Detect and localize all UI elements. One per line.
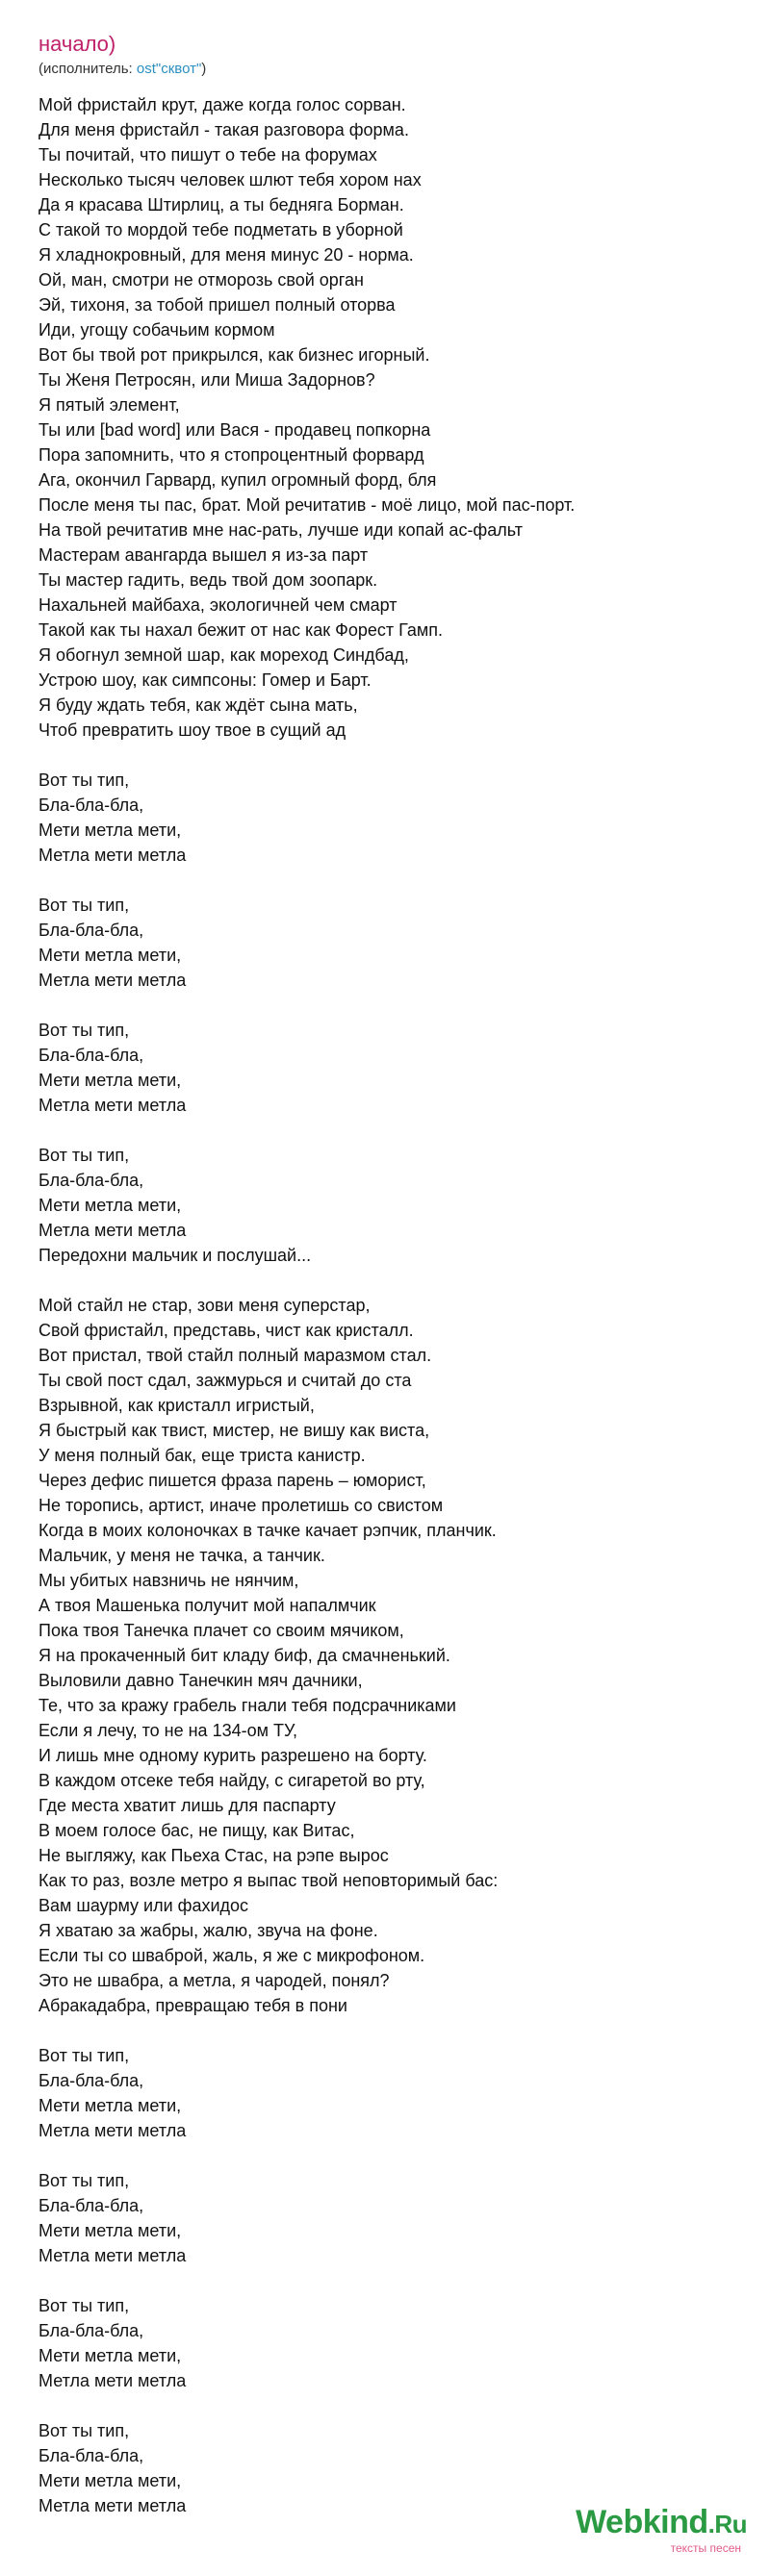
lyric-line: Иди, угощу собачьим кормом	[38, 320, 275, 340]
lyric-line: Выловили давно Танечкин мяч дачники,	[38, 1671, 363, 1690]
logo-brand: Webkind	[576, 2504, 708, 2540]
lyric-line: Такой как ты нахал бежит от нас как Форест Гамп.	[38, 620, 444, 640]
lyric-line: Пока твоя Танечка плачет со своим мячиком,	[38, 1621, 404, 1640]
lyric-line: Бла-бла-бла,	[38, 2321, 144, 2340]
logo-tld: .Ru	[707, 2510, 747, 2538]
lyric-line: Вот ты тип,	[38, 2171, 130, 2190]
lyric-line: Вот бы твой рот прикрылся, как бизнес игорный.	[38, 345, 430, 365]
song-header	[38, 31, 732, 79]
lyric-line: Ты мастер гадить, ведь твой дом зоопарк.	[38, 570, 378, 590]
lyric-line: Мастерам авангарда вышел я из-за парт	[38, 545, 369, 565]
lyric-line: В моем голосе бас, не пищу, как Витас,	[38, 1821, 355, 1840]
lyrics-stanza	[38, 893, 732, 993]
lyric-line: Через дефис пишется фраза парень – юморист,	[38, 1471, 426, 1490]
lyric-line: А твоя Машенька получит мой напалмчик	[38, 1596, 376, 1615]
lyric-line: Для меня фристайл - такая разговора форма.	[38, 120, 409, 139]
song-title: начало)	[38, 32, 116, 56]
lyric-line: Ага, окончил Гарвард, купил огромный форд, бля	[38, 470, 437, 490]
lyric-line: Мети метла мети,	[38, 1071, 182, 1090]
lyric-line: Метла мети метла	[38, 971, 187, 990]
lyric-line: И лишь мне одному курить разрешено на борту.	[38, 1746, 427, 1765]
lyric-line: Да я красава Штирлиц, а ты бедняга Борман.	[38, 195, 404, 215]
lyric-line: Бла-бла-бла,	[38, 2196, 144, 2215]
lyric-line: Метла мети метла	[38, 2246, 187, 2265]
lyric-line: Метла мети метла	[38, 2496, 187, 2515]
lyric-line: Чтоб превратить шоу твое в сущий ад	[38, 720, 346, 740]
lyric-line: Когда в моих колоночках в тачке качает рэпчик, планчик.	[38, 1521, 497, 1540]
lyric-line: Я быстрый как твист, мистер, не вишу как виста,	[38, 1421, 430, 1440]
lyric-line: Ты свой пост сдал, зажмурься и считай до ста	[38, 1371, 412, 1390]
lyric-line: Мети метла мети,	[38, 2221, 182, 2240]
lyric-line: Это не швабра, а метла, я чародей, понял?	[38, 1971, 390, 1990]
lyric-line: Метла мети метла	[38, 1096, 187, 1115]
lyric-line: Вот ты тип,	[38, 1146, 130, 1165]
lyric-line: Мети метла мети,	[38, 2096, 182, 2115]
lyric-line: Ой, ман, смотри не отморозь свой орган	[38, 270, 364, 290]
lyric-line: Мети метла мети,	[38, 1196, 182, 1215]
lyric-line: Вот пристал, твой стайл полный маразмом стал.	[38, 1346, 432, 1365]
lyrics-stanza	[38, 2168, 732, 2268]
lyric-line: Я буду ждать тебя, как ждёт сына мать,	[38, 695, 358, 715]
lyric-line: Вот ты тип,	[38, 2296, 130, 2315]
lyrics-stanza	[38, 2293, 732, 2393]
lyric-line: Я хватаю за жабры, жалю, звуча на фоне.	[38, 1921, 378, 1940]
site-logo[interactable]	[564, 2503, 747, 2561]
lyric-line: Эй, тихоня, за тобой пришел полный оторва	[38, 295, 396, 315]
lyrics-stanza	[38, 1143, 732, 1268]
lyric-line: Не выгляжу, как Пьеха Стас, на рэпе вырос	[38, 1846, 389, 1865]
lyric-line: Мы убитых навзничь не нянчим,	[38, 1571, 299, 1590]
lyrics-stanza	[38, 768, 732, 868]
lyric-line: Мети метла мети,	[38, 821, 182, 840]
lyric-line: Мети метла мети,	[38, 946, 182, 965]
lyric-line: Мальчик, у меня не тачка, а танчик.	[38, 1546, 325, 1565]
lyric-line: Бла-бла-бла,	[38, 2446, 144, 2465]
lyric-line: Бла-бла-бла,	[38, 796, 144, 815]
lyric-line: С такой то мордой тебе подметать в уборной	[38, 220, 403, 240]
logo-wordmark	[564, 2503, 747, 2543]
lyric-line: Мой стайл не стар, зови меня суперстар,	[38, 1296, 371, 1315]
artist-line	[38, 60, 732, 79]
lyric-line: Вот ты тип,	[38, 2046, 130, 2065]
lyric-line: Не торопись, артист, иначе пролетишь со свистом	[38, 1496, 444, 1515]
lyric-line: Пора запомнить, что я стопроцентный форвард	[38, 445, 424, 465]
lyric-line: Вот ты тип,	[38, 1021, 130, 1040]
lyric-line: Абракадабра, превращаю тебя в пони	[38, 1996, 347, 2015]
lyric-line: Нахальней майбаха, экологичней чем смарт	[38, 595, 398, 615]
lyric-line: Взрывной, как кристалл игристый,	[38, 1396, 315, 1415]
lyric-line: Как то раз, возле метро я выпас твой неповторимый бас:	[38, 1871, 499, 1890]
lyric-line: Несколько тысяч человек шлют тебя хором нах	[38, 170, 422, 189]
lyric-line: Метла мети метла	[38, 2121, 187, 2140]
lyric-line: Ты почитай, что пишут о тебе на форумах	[38, 145, 377, 164]
lyric-line: Бла-бла-бла,	[38, 2071, 144, 2090]
lyrics-body	[38, 92, 732, 2543]
lyric-line: Где места хватит лишь для паспарту	[38, 1796, 336, 1815]
lyric-line: Если ты со шваброй, жаль, я же с микрофоном.	[38, 1946, 425, 1965]
lyric-line: Мети метла мети,	[38, 2346, 182, 2365]
lyric-line: Ты или [bad word] или Вася - продавец попкорна	[38, 420, 431, 440]
lyric-line: Те, что за кражу грабель гнали тебя подсрачниками	[38, 1696, 456, 1715]
lyric-line: Метла мети метла	[38, 1221, 187, 1240]
lyric-line: Метла мети метла	[38, 846, 187, 865]
lyric-line: Метла мети метла	[38, 2371, 187, 2390]
lyric-line: После меня ты пас, брат. Мой речитатив - моё лицо, мой пас-порт.	[38, 495, 576, 515]
artist-suffix: )	[201, 61, 207, 77]
lyric-line: Устрою шоу, как симпсоны: Гомер и Барт.	[38, 670, 372, 690]
lyric-line: Вам шаурму или фахидос	[38, 1896, 249, 1915]
lyric-line: Если я лечу, то не на 134-ом ТУ,	[38, 1721, 298, 1740]
lyric-line: Бла-бла-бла,	[38, 1171, 144, 1190]
lyric-line: Бла-бла-бла,	[38, 1046, 144, 1065]
lyric-line: Ты Женя Петросян, или Миша Задорнов?	[38, 370, 375, 390]
lyric-line: Вот ты тип,	[38, 2421, 130, 2440]
lyric-line: Свой фристайл, представь, чист как кристалл.	[38, 1321, 414, 1340]
lyric-line: Передохни мальчик и послушай...	[38, 1246, 312, 1265]
lyric-line: У меня полный бак, еще триста канистр.	[38, 1446, 366, 1465]
lyrics-stanza	[38, 92, 732, 743]
artist-link[interactable]: ost"сквот"	[136, 61, 202, 77]
lyric-line: Я обогнул земной шар, как мореход Синдбад,	[38, 645, 409, 665]
lyric-line: Бла-бла-бла,	[38, 921, 144, 940]
lyric-line: Я пятый элемент,	[38, 395, 180, 415]
lyric-line: Вот ты тип,	[38, 896, 130, 915]
artist-prefix: (исполнитель:	[38, 61, 133, 77]
lyric-line: Мети метла мети,	[38, 2471, 182, 2490]
lyric-line: В каждом отсеке тебя найду, с сигаретой во рту,	[38, 1771, 425, 1790]
lyric-line: Мой фристайл крут, даже когда голос сорван.	[38, 95, 406, 114]
lyric-line: На твой речитатив мне нас-рать, лучше иди копай ас-фальт	[38, 520, 523, 540]
lyric-line: Я хладнокровный, для меня минус 20 - норма.	[38, 245, 414, 265]
logo-tagline: тексты песен	[670, 2541, 741, 2555]
lyrics-stanza	[38, 2043, 732, 2143]
lyrics-stanza	[38, 1293, 732, 2018]
lyric-line: Вот ты тип,	[38, 770, 130, 790]
lyric-line: Я на прокаченный бит кладу биф, да смачненький.	[38, 1646, 450, 1665]
lyrics-stanza	[38, 1018, 732, 1118]
